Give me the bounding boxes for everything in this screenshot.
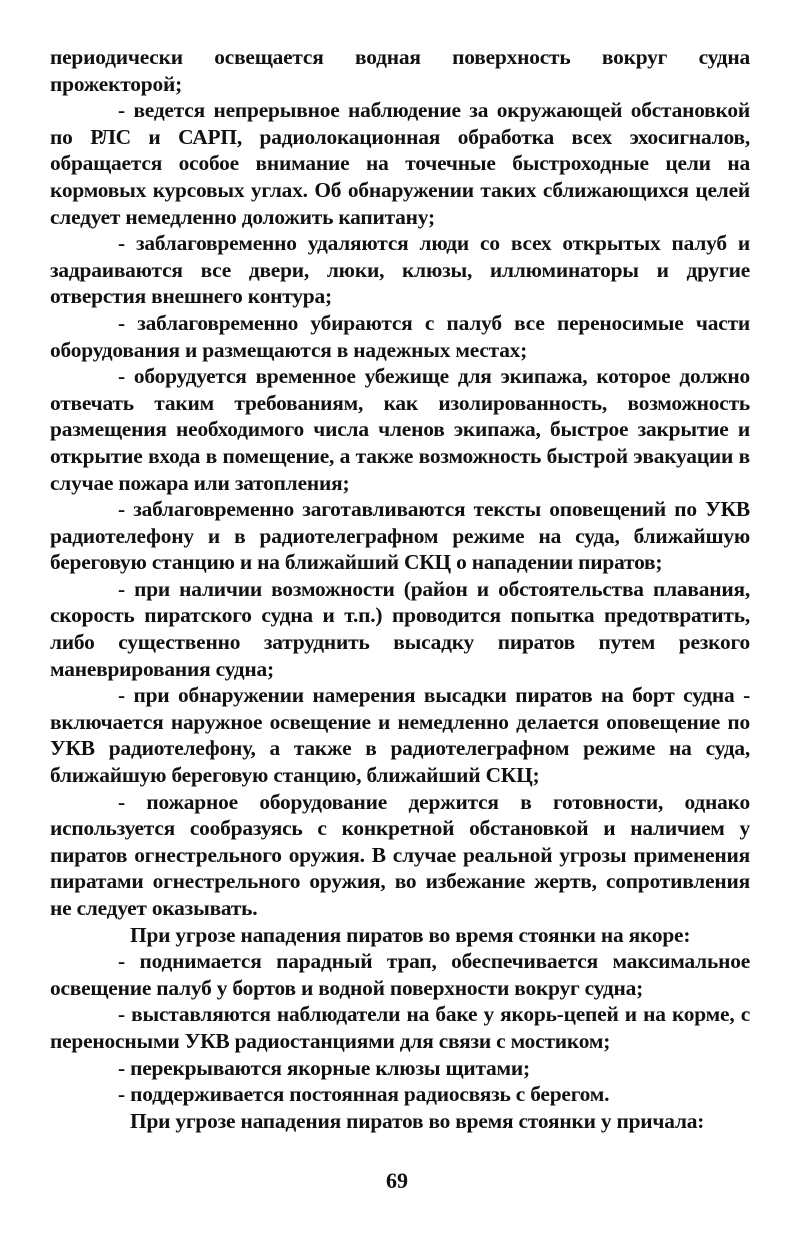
paragraph: - заблаговременно убираются с палуб все переносимые части оборудования и размещаются в надежных местах; — [50, 310, 750, 362]
paragraph: - поддерживается постоянная радиосвязь с берегом. — [118, 1082, 610, 1107]
page-body — [50, 44, 750, 1134]
paragraph: - при наличии возможности (район и обстоятельства плавания, скорость пиратского судна и т.п.) проводится попытка предотвратить, либо существенно затруднить высадку пиратов путем резкого маневрирования судна; — [50, 576, 750, 681]
paragraph: периодически освещается водная поверхность вокруг судна прожекторой; — [50, 45, 750, 96]
paragraph: - пожарное оборудование держится в готовности, однако используется сообразуясь с конкретной обстановкой и наличием у пиратов огнестрельного оружия. В случае реальной угрозы применения пиратами огнестрельного оружия, во избежание жертв, сопротивления не следует оказывать. — [50, 789, 750, 920]
page-number: 69 — [386, 1168, 408, 1193]
paragraph: - выставляются наблюдатели на баке у якорь-цепей и на корме, с переносными УКВ радиостанциями для связи с мостиком; — [50, 1002, 750, 1053]
section-heading: При угрозе нападения пиратов во время стоянки у причала: — [130, 1108, 705, 1133]
section-heading: При угрозе нападения пиратов во время стоянки на якоре: — [130, 922, 691, 947]
paragraph: - заблаговременно удаляются люди со всех открытых палуб и задраиваются все двери, люки, клюзы, иллюминаторы и другие отверстия внешнего контура; — [50, 231, 750, 309]
paragraph: - ведется непрерывное наблюдение за окружающей обстановкой по РЛС и САРП, радиолокационная обработка всех эхосигналов, обращается особое внимание на точечные быстроходные цели на кормовых курсовых углах. Об обнаружении таких сближающихся целей следует немедленно доложить капитану; — [50, 98, 750, 229]
paragraph: - перекрываются якорные клюзы щитами; — [118, 1055, 530, 1080]
paragraph: - оборудуется временное убежище для экипажа, которое должно отвечать таким требованиям, как изолированность, возможность размещения необходимого числа членов экипажа, быстрое закрытие и открытие входа в помещение, а также возможность быстрой эвакуации в случае пожара или затопления; — [50, 364, 750, 495]
paragraph: - поднимается парадный трап, обеспечивается максимальное освещение палуб у бортов и водной поверхности вокруг судна; — [50, 949, 750, 1000]
paragraph: - заблаговременно заготавливаются тексты оповещений по УКВ радиотелефону и в радиотелеграфном режиме на суда, ближайшую береговую станцию и на ближайший СКЦ о нападении пиратов; — [50, 497, 750, 575]
paragraph: - при обнаружении намерения высадки пиратов на борт судна - включается наружное освещение и немедленно делается оповещение по УКВ радиотелефону, а также в радиотелеграфном режиме на суда, ближайшую береговую станцию, ближайший СКЦ; — [50, 683, 750, 788]
